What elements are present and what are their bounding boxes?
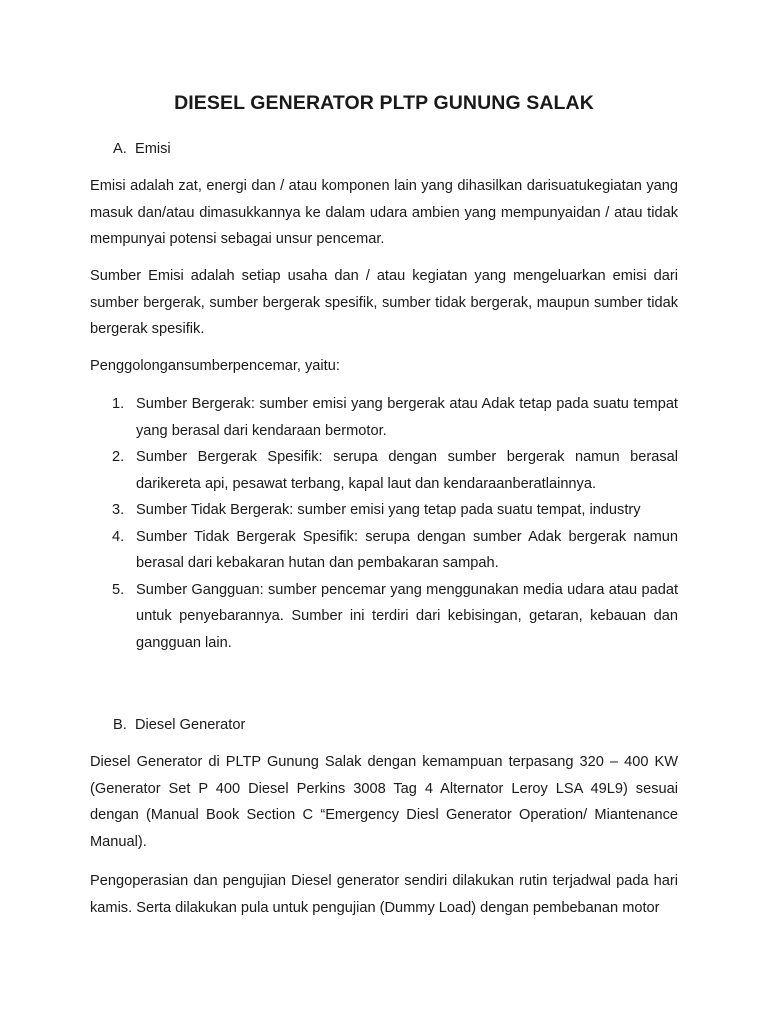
section-a-title: Emisi: [135, 141, 171, 157]
list-item-text: Sumber Tidak Bergerak Spesifik: serupa dengan sumber Adak bergerak namun berasal dari kebakaran hutan dan pembakaran sampah.: [136, 528, 678, 571]
list-item-text: Sumber Bergerak: sumber emisi yang bergerak atau Adak tetap pada suatu tempat yang berasal dari kendaraan bermotor.: [136, 396, 678, 439]
list-item: [90, 524, 678, 577]
list-item: [90, 497, 678, 524]
list-item-number: 5.: [112, 581, 125, 598]
section-b-heading: [113, 715, 245, 735]
list-item-text: Sumber Gangguan: sumber pencemar yang menggunakan media udara atau padat untuk penyebarannya. Sumber ini terdiri dari kebisingan, getaran, kebauan dan gangguan lain.: [136, 581, 678, 651]
section-a-heading: [113, 139, 171, 159]
section-b-title: Diesel Generator: [135, 717, 246, 733]
list-item: [90, 444, 678, 497]
paragraph-emisi-definition: Emisi adalah zat, energi dan / atau komponen lain yang dihasilkan darisuatukegiatan yang masuk dan/atau dimasukkannya ke dalam udara ambien yang mempunyaidan / atau tidak mempunyai potensi sebagai unsur pencemar.: [90, 178, 678, 247]
list-item: [90, 391, 678, 444]
paragraph-pengoperasian: Pengoperasian dan pengujian Diesel generator sendiri dilakukan rutin terjadwal pada hari kamis. Serta dilakukan pula untuk pengujian (Dummy Load) dengan pembebanan motor: [90, 873, 678, 916]
section-b-letter: B.: [113, 717, 127, 733]
list-item-text: Sumber Bergerak Spesifik: serupa dengan sumber bergerak namun berasal darikereta api, pesawat terbang, kapal laut dan kendaraanberatlainnya.: [136, 449, 678, 492]
list-item: [90, 577, 678, 657]
list-item-number: 1.: [112, 396, 125, 412]
section-a-letter: A.: [113, 141, 127, 157]
paragraph-diesel-generator: Diesel Generator di PLTP Gunung Salak dengan kemampuan terpasang 320 – 400 KW (Generator Set P 400 Diesel Perkins 3008 Tag 4 Alternator Leroy LSA 49L9) sesuai dengan (Manual Book Section C “Emergency Diesl Generator Operation/ Miantenance Manual).: [90, 754, 678, 850]
document-title: DIESEL GENERATOR PLTP GUNUNG SALAK: [174, 92, 594, 114]
list-item-number: 2.: [112, 449, 125, 465]
pollution-source-list: [90, 391, 678, 656]
paragraph-sumber-emisi: Sumber Emisi adalah setiap usaha dan / atau kegiatan yang mengeluarkan emisi dari sumber bergerak, sumber bergerak spesifik, sumber tidak bergerak, maupun sumber tidak bergerak spesifik.: [90, 268, 678, 337]
list-item-number: 4.: [112, 528, 125, 545]
list-item-number: 3.: [112, 502, 125, 518]
paragraph-penggolongan: Penggolongansumberpencemar, yaitu:: [90, 358, 340, 374]
list-item-text: Sumber Tidak Bergerak: sumber emisi yang tetap pada suatu tempat, industry: [136, 502, 641, 518]
